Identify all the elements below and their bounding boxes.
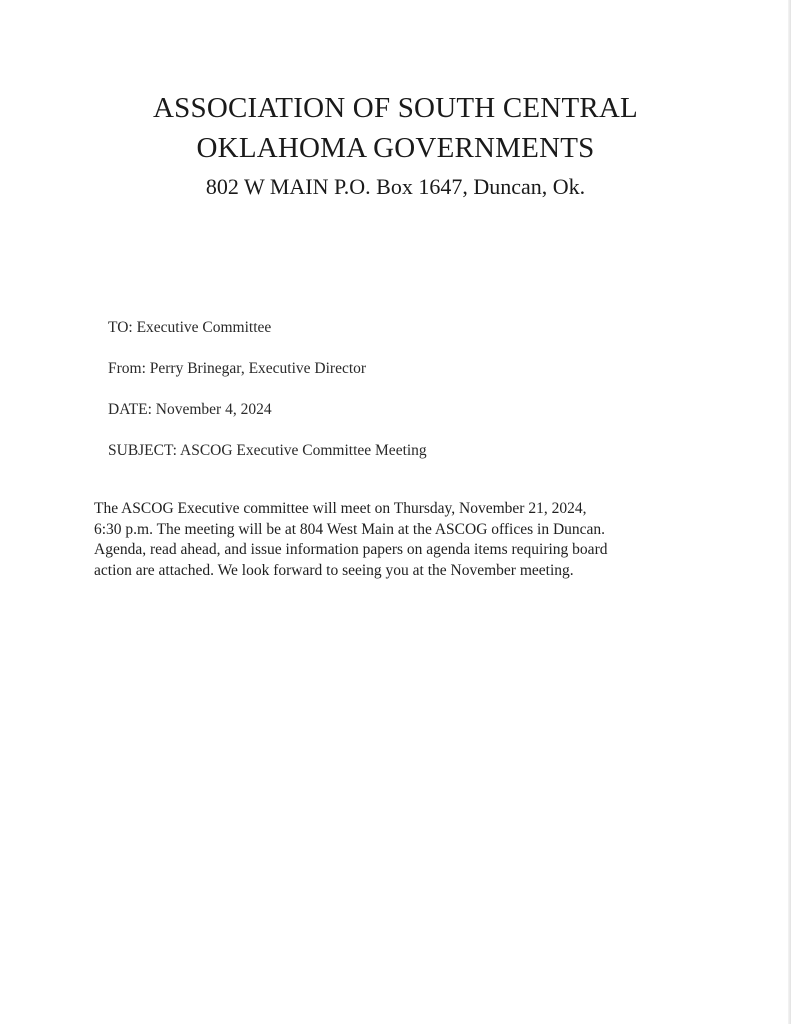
memo-header (108, 318, 427, 482)
memo-date: DATE: November 4, 2024 (108, 401, 272, 418)
organization-name-line-2: OKLAHOMA GOVERNMENTS (196, 132, 595, 164)
memo-body (94, 499, 694, 581)
letterhead (0, 88, 791, 202)
body-line: The ASCOG Executive committee will meet on Thursday, November 21, 2024, (94, 500, 587, 517)
memo-to: TO: Executive Committee (108, 319, 272, 336)
organization-name-line-1: ASSOCIATION OF SOUTH CENTRAL (153, 92, 638, 124)
memo-subject: SUBJECT: ASCOG Executive Committee Meeting (108, 442, 427, 459)
organization-address: 802 W MAIN P.O. Box 1647, Duncan, Ok. (205, 174, 586, 199)
body-line: action are attached. We look forward to seeing you at the November meeting. (94, 561, 574, 579)
body-line: Agenda, read ahead, and issue information papers on agenda items requiring board (94, 541, 608, 558)
body-line: 6:30 p.m. The meeting will be at 804 West Main at the ASCOG offices in Duncan. (94, 520, 606, 538)
memo-from: From: Perry Brinegar, Executive Director (108, 360, 367, 377)
